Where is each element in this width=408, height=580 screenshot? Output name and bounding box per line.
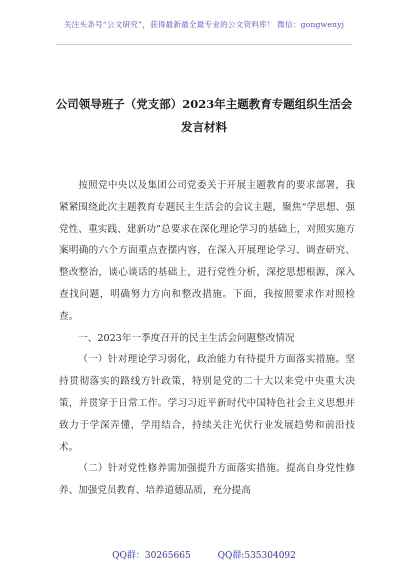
document-subtitle: 发言材料 bbox=[181, 120, 227, 134]
footer-contacts bbox=[0, 548, 408, 561]
footer-qq-group-1: QQ群：30265665 bbox=[112, 551, 191, 561]
document-title: 公司领导班子（党支部）2023年主题教育专题组织生活会 bbox=[55, 97, 353, 111]
body-paragraph: 按照党中央以及集团公司党委关于开展主题教育的要求部署，我紧紧围绕此次主题教育专题民主生活会的会议主题，聚焦“学思想、强党性、重实践、建新功”总要求在深化理论学习的基础上，对照实施方案明确的六个方面重点查摆内容，在深入开展理论学习、调查研究、整改整治，谈心谈话的基础上，进行党性分析，深挖思想根源，深入查找问题，明确努力方向和整改措施。下面，我按照要求作对照检查。 bbox=[59, 180, 355, 322]
footer-qq-group-2: QQ群:535304092 bbox=[217, 551, 296, 561]
promo-header bbox=[0, 0, 408, 48]
document-body bbox=[59, 175, 355, 502]
section-heading: 一、2023年一季度召开的民主生活会问题整改情况 bbox=[78, 332, 295, 344]
body-paragraph: （一）针对理论学习弱化，政治能力有待提升方面落实措施。坚持贯彻落实的路线方针政策，特别是党的二十大以来党中央重大决策，并贯穿于日常工作。学习习近平新时代中国特色社会主义思想并致力于学深弄懂，学用结合，持续关注光伏行业发展趋势和前沿技术。 bbox=[59, 354, 355, 453]
body-paragraph: （二）针对党性修养需加强提升方面落实措施。提高自身党性修养、加强党员教育、培养道德品质，充分提高 bbox=[59, 463, 355, 497]
header-divider bbox=[56, 44, 352, 45]
promo-text: 关注头条号“公文研究”，获得最新最全最专业的公文资料库！ 微信：gongwenyj bbox=[63, 20, 345, 29]
